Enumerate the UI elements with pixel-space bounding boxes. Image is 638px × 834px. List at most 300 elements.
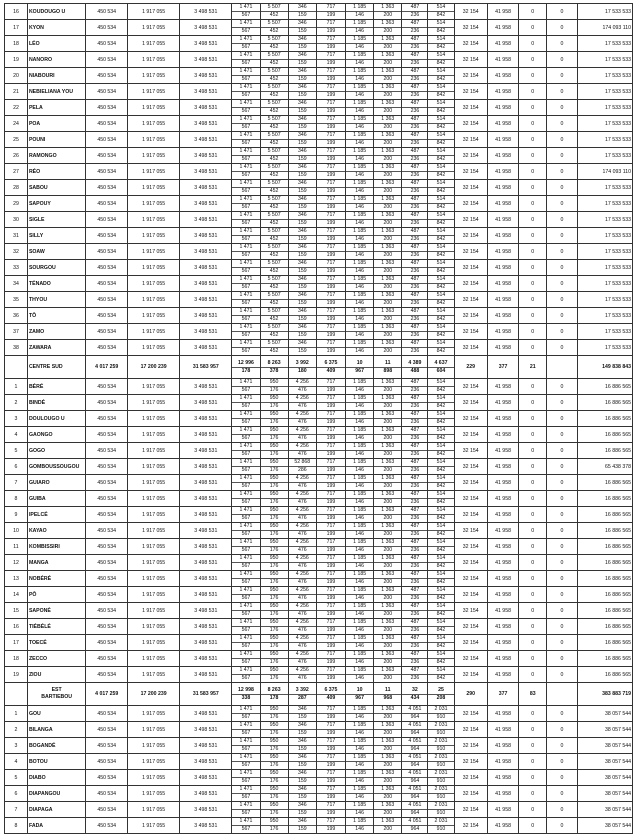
value-f-lower: 476 bbox=[297, 595, 307, 601]
subtotal-g-lower: 409 bbox=[326, 694, 336, 701]
value-e bbox=[260, 276, 288, 292]
value-h-lower: 146 bbox=[355, 284, 364, 290]
value-g-lower: 199 bbox=[326, 108, 336, 114]
value-m: 41 958 bbox=[487, 651, 518, 667]
value-n2: 0 bbox=[547, 491, 577, 507]
row-number: 21 bbox=[5, 84, 28, 100]
value-j-lower: 236 bbox=[410, 499, 420, 505]
value-j-lower: 236 bbox=[410, 124, 420, 130]
value-a: 450 534 bbox=[86, 491, 128, 507]
value-i-lower: 200 bbox=[383, 316, 393, 322]
value-c: 3 498 531 bbox=[180, 475, 232, 491]
value-k-lower: 842 bbox=[436, 92, 446, 98]
table-row bbox=[5, 411, 633, 427]
region-name-line2: BARTIEBOU bbox=[41, 694, 73, 700]
row-total: 17 533 533 bbox=[577, 84, 632, 100]
value-d-lower: 567 bbox=[241, 12, 251, 18]
value-g-upper: 717 bbox=[317, 132, 345, 140]
value-g-upper: 717 bbox=[317, 148, 345, 156]
value-e bbox=[260, 619, 288, 635]
locality-name: ZIOU bbox=[27, 667, 85, 683]
value-d bbox=[232, 292, 260, 308]
value-k bbox=[428, 818, 454, 834]
value-i bbox=[374, 148, 402, 164]
value-e-lower: 176 bbox=[269, 515, 279, 521]
value-f bbox=[288, 523, 316, 539]
value-d-lower: 567 bbox=[241, 188, 251, 194]
value-k bbox=[428, 443, 454, 459]
value-i-upper: 1 363 bbox=[374, 411, 401, 419]
value-k-lower: 842 bbox=[436, 300, 446, 306]
value-k-lower: 910 bbox=[436, 778, 446, 784]
value-f-lower: 476 bbox=[297, 611, 307, 617]
value-c: 3 498 531 bbox=[180, 555, 232, 571]
value-f-lower: 159 bbox=[297, 778, 307, 784]
row-total: 16 886 565 bbox=[577, 523, 632, 539]
value-h-upper: 1 185 bbox=[346, 507, 373, 515]
value-c: 3 498 531 bbox=[180, 308, 232, 324]
value-l: 32 154 bbox=[454, 324, 487, 340]
table-row bbox=[5, 651, 633, 667]
value-m: 41 958 bbox=[487, 770, 518, 786]
value-c: 3 498 531 bbox=[180, 340, 232, 356]
value-i-lower: 200 bbox=[383, 483, 393, 489]
value-n2: 0 bbox=[547, 68, 577, 84]
value-i-lower: 200 bbox=[383, 794, 393, 800]
value-n2: 0 bbox=[547, 571, 577, 587]
value-f bbox=[288, 116, 316, 132]
value-f-lower: 159 bbox=[297, 730, 307, 736]
value-m: 41 958 bbox=[487, 196, 518, 212]
value-f bbox=[288, 148, 316, 164]
locality-name: NIABOURI bbox=[27, 68, 85, 84]
value-c: 3 498 531 bbox=[180, 68, 232, 84]
value-a: 450 534 bbox=[86, 738, 128, 754]
value-c: 3 498 531 bbox=[180, 651, 232, 667]
value-f bbox=[288, 802, 316, 818]
value-g bbox=[316, 379, 345, 395]
value-j-upper: 4 051 bbox=[402, 802, 427, 810]
value-e bbox=[260, 491, 288, 507]
value-i bbox=[374, 603, 402, 619]
value-c: 3 498 531 bbox=[180, 4, 232, 20]
value-d-upper: 1 471 bbox=[232, 603, 259, 611]
value-i-lower: 200 bbox=[383, 204, 393, 210]
value-h-lower: 146 bbox=[355, 60, 364, 66]
value-g bbox=[316, 555, 345, 571]
value-i-lower: 200 bbox=[383, 810, 393, 816]
value-j bbox=[402, 411, 428, 427]
value-j-lower: 236 bbox=[410, 284, 420, 290]
value-f-upper: 4 256 bbox=[289, 523, 316, 531]
subtotal-k-upper: 25 bbox=[428, 687, 453, 695]
table-row bbox=[5, 738, 633, 754]
value-f-upper: 346 bbox=[289, 308, 316, 316]
value-j-lower: 236 bbox=[410, 595, 420, 601]
value-n1: 0 bbox=[519, 706, 547, 722]
value-g bbox=[316, 635, 345, 651]
value-l: 32 154 bbox=[454, 4, 487, 20]
value-f bbox=[288, 395, 316, 411]
value-l: 32 154 bbox=[454, 475, 487, 491]
value-h-upper: 1 185 bbox=[346, 180, 373, 188]
value-e-lower: 176 bbox=[269, 627, 279, 633]
value-b: 1 917 055 bbox=[128, 276, 180, 292]
value-k bbox=[428, 84, 454, 100]
table-row bbox=[5, 635, 633, 651]
value-f-lower: 286 bbox=[297, 467, 307, 473]
value-g-upper: 717 bbox=[317, 802, 345, 810]
value-g-upper: 717 bbox=[317, 571, 345, 579]
value-k-lower: 842 bbox=[436, 252, 446, 258]
value-k-lower: 842 bbox=[436, 403, 446, 409]
value-h bbox=[346, 802, 374, 818]
value-h bbox=[346, 571, 374, 587]
value-l: 32 154 bbox=[454, 722, 487, 738]
value-d-upper: 1 471 bbox=[232, 427, 259, 435]
value-d bbox=[232, 587, 260, 603]
value-k bbox=[428, 571, 454, 587]
value-k-upper: 514 bbox=[428, 324, 453, 332]
value-e bbox=[260, 603, 288, 619]
value-k bbox=[428, 276, 454, 292]
value-l: 32 154 bbox=[454, 802, 487, 818]
value-h-upper: 1 185 bbox=[346, 667, 373, 675]
locality-name: IPELCÉ bbox=[27, 507, 85, 523]
value-g-lower: 199 bbox=[326, 730, 336, 736]
row-total: 17 533 533 bbox=[577, 132, 632, 148]
value-e-lower: 176 bbox=[269, 730, 279, 736]
value-g bbox=[316, 116, 345, 132]
value-h-lower: 146 bbox=[355, 595, 364, 601]
value-e-lower: 452 bbox=[269, 44, 279, 50]
value-c: 3 498 531 bbox=[180, 619, 232, 635]
value-k-upper: 514 bbox=[428, 180, 453, 188]
subtotal-i-lower: 898 bbox=[383, 367, 393, 374]
value-h bbox=[346, 635, 374, 651]
value-j-upper: 487 bbox=[402, 603, 427, 611]
value-m: 41 958 bbox=[487, 4, 518, 20]
value-g-upper: 717 bbox=[317, 164, 345, 172]
value-k bbox=[428, 427, 454, 443]
value-d bbox=[232, 802, 260, 818]
value-e-lower: 452 bbox=[269, 92, 279, 98]
value-b: 1 917 055 bbox=[128, 395, 180, 411]
value-k-upper: 514 bbox=[428, 427, 453, 435]
subtotal-d-lower: 338 bbox=[241, 694, 251, 701]
row-number: 37 bbox=[5, 324, 28, 340]
value-k-lower: 842 bbox=[436, 188, 446, 194]
value-c: 3 498 531 bbox=[180, 324, 232, 340]
value-d bbox=[232, 459, 260, 475]
row-number: 24 bbox=[5, 116, 28, 132]
value-g bbox=[316, 443, 345, 459]
value-h bbox=[346, 651, 374, 667]
value-j-upper: 487 bbox=[402, 379, 427, 387]
value-g-lower: 199 bbox=[326, 124, 336, 130]
value-n1: 0 bbox=[519, 427, 547, 443]
value-k-upper: 2 031 bbox=[428, 802, 453, 810]
value-b: 1 917 055 bbox=[128, 4, 180, 20]
value-e-lower: 176 bbox=[269, 483, 279, 489]
value-a: 450 534 bbox=[86, 555, 128, 571]
value-j-lower: 236 bbox=[410, 579, 420, 585]
value-g-upper: 717 bbox=[317, 340, 345, 348]
value-f-lower: 159 bbox=[297, 12, 307, 18]
subtotal-g-upper: 6 375 bbox=[317, 687, 345, 695]
value-a: 450 534 bbox=[86, 427, 128, 443]
value-l: 32 154 bbox=[454, 36, 487, 52]
subtotal-g-upper: 6 375 bbox=[317, 360, 345, 368]
row-total: 16 886 565 bbox=[577, 635, 632, 651]
value-h bbox=[346, 619, 374, 635]
locality-name: BÉRÉ bbox=[27, 379, 85, 395]
value-f-upper: 346 bbox=[289, 196, 316, 204]
value-e bbox=[260, 786, 288, 802]
subtotal-f-lower: 180 bbox=[297, 367, 307, 374]
value-i bbox=[374, 539, 402, 555]
value-f-lower: 159 bbox=[297, 204, 307, 210]
value-e-upper: 950 bbox=[261, 507, 288, 515]
region-subtotal-row bbox=[5, 356, 633, 379]
value-c: 3 498 531 bbox=[180, 706, 232, 722]
value-b: 1 917 055 bbox=[128, 340, 180, 356]
row-total: 17 533 533 bbox=[577, 308, 632, 324]
value-h-lower: 146 bbox=[355, 44, 364, 50]
value-g-upper: 717 bbox=[317, 507, 345, 515]
value-i bbox=[374, 68, 402, 84]
value-e-lower: 176 bbox=[269, 467, 279, 473]
row-number: 1 bbox=[5, 706, 28, 722]
value-h-lower: 146 bbox=[355, 675, 364, 681]
value-k bbox=[428, 308, 454, 324]
value-g-upper: 717 bbox=[317, 523, 345, 531]
value-h bbox=[346, 706, 374, 722]
value-i bbox=[374, 260, 402, 276]
value-e-lower: 452 bbox=[269, 252, 279, 258]
value-f-lower: 159 bbox=[297, 60, 307, 66]
value-j-lower: 236 bbox=[410, 316, 420, 322]
value-k-upper: 2 031 bbox=[428, 722, 453, 730]
row-number: 11 bbox=[5, 539, 28, 555]
value-h bbox=[346, 164, 374, 180]
locality-name: SOURGOU bbox=[27, 260, 85, 276]
subtotal-n: 21 bbox=[519, 356, 547, 379]
value-k-upper: 2 031 bbox=[428, 786, 453, 794]
table-row bbox=[5, 475, 633, 491]
value-f bbox=[288, 292, 316, 308]
value-h bbox=[346, 260, 374, 276]
value-h-upper: 1 185 bbox=[346, 443, 373, 451]
value-i-upper: 1 363 bbox=[374, 706, 401, 714]
value-m: 41 958 bbox=[487, 164, 518, 180]
value-l: 32 154 bbox=[454, 379, 487, 395]
value-g bbox=[316, 427, 345, 443]
value-f-lower: 159 bbox=[297, 156, 307, 162]
value-e bbox=[260, 20, 288, 36]
value-j bbox=[402, 587, 428, 603]
value-g-lower: 199 bbox=[326, 316, 336, 322]
value-g-lower: 199 bbox=[326, 762, 336, 768]
value-j bbox=[402, 738, 428, 754]
value-e-lower: 176 bbox=[269, 419, 279, 425]
value-b: 1 917 055 bbox=[128, 555, 180, 571]
value-g bbox=[316, 212, 345, 228]
row-number: 4 bbox=[5, 427, 28, 443]
value-e-lower: 176 bbox=[269, 794, 279, 800]
value-n2: 0 bbox=[547, 802, 577, 818]
value-k bbox=[428, 36, 454, 52]
value-n1: 0 bbox=[519, 84, 547, 100]
value-n2: 0 bbox=[547, 164, 577, 180]
table-row bbox=[5, 84, 633, 100]
value-g-upper: 717 bbox=[317, 459, 345, 467]
value-n1: 0 bbox=[519, 411, 547, 427]
value-k-lower: 910 bbox=[436, 810, 446, 816]
value-g-lower: 199 bbox=[326, 451, 336, 457]
value-n1: 0 bbox=[519, 459, 547, 475]
value-k bbox=[428, 260, 454, 276]
value-k bbox=[428, 4, 454, 20]
value-h-lower: 146 bbox=[355, 348, 364, 354]
row-number bbox=[5, 356, 28, 379]
value-j bbox=[402, 340, 428, 356]
value-h-upper: 1 185 bbox=[346, 539, 373, 547]
row-total: 17 533 533 bbox=[577, 148, 632, 164]
value-e-lower: 452 bbox=[269, 76, 279, 82]
value-g-lower: 199 bbox=[326, 714, 336, 720]
row-number: 38 bbox=[5, 340, 28, 356]
value-h-lower: 146 bbox=[355, 188, 364, 194]
subtotal-b: 17 200 239 bbox=[128, 683, 180, 706]
value-g-lower: 199 bbox=[326, 236, 336, 242]
value-d bbox=[232, 308, 260, 324]
value-b: 1 917 055 bbox=[128, 36, 180, 52]
value-i bbox=[374, 770, 402, 786]
value-d bbox=[232, 443, 260, 459]
value-e bbox=[260, 587, 288, 603]
value-f-lower: 159 bbox=[297, 76, 307, 82]
value-b: 1 917 055 bbox=[128, 587, 180, 603]
value-e-upper: 950 bbox=[261, 587, 288, 595]
value-f bbox=[288, 308, 316, 324]
value-j-lower: 236 bbox=[410, 531, 420, 537]
value-g-lower: 199 bbox=[326, 252, 336, 258]
value-a: 450 534 bbox=[86, 228, 128, 244]
value-l: 32 154 bbox=[454, 180, 487, 196]
value-m: 41 958 bbox=[487, 411, 518, 427]
value-d-lower: 567 bbox=[241, 268, 251, 274]
value-l: 32 154 bbox=[454, 667, 487, 683]
value-f-upper: 346 bbox=[289, 340, 316, 348]
value-k bbox=[428, 180, 454, 196]
value-h bbox=[346, 68, 374, 84]
value-f-lower: 159 bbox=[297, 236, 307, 242]
value-k-lower: 842 bbox=[436, 419, 446, 425]
value-g bbox=[316, 36, 345, 52]
subtotal-l: 290 bbox=[454, 683, 487, 706]
value-a: 450 534 bbox=[86, 619, 128, 635]
value-e-upper: 5 507 bbox=[261, 20, 288, 28]
value-f-lower: 159 bbox=[297, 826, 307, 832]
value-a: 450 534 bbox=[86, 36, 128, 52]
value-i-upper: 1 363 bbox=[374, 132, 401, 140]
value-j-lower: 236 bbox=[410, 332, 420, 338]
value-i bbox=[374, 555, 402, 571]
value-h-upper: 1 185 bbox=[346, 587, 373, 595]
value-l: 32 154 bbox=[454, 571, 487, 587]
locality-name: PELA bbox=[27, 100, 85, 116]
value-j-upper: 487 bbox=[402, 571, 427, 579]
value-n2: 0 bbox=[547, 427, 577, 443]
value-g-upper: 717 bbox=[317, 786, 345, 794]
value-g bbox=[316, 722, 345, 738]
row-total: 17 533 533 bbox=[577, 276, 632, 292]
row-number: 35 bbox=[5, 292, 28, 308]
value-k-upper: 514 bbox=[428, 292, 453, 300]
value-n1: 0 bbox=[519, 276, 547, 292]
value-b: 1 917 055 bbox=[128, 706, 180, 722]
value-f-upper: 4 256 bbox=[289, 427, 316, 435]
value-d-lower: 567 bbox=[241, 403, 251, 409]
value-e-upper: 5 507 bbox=[261, 36, 288, 44]
value-g-lower: 199 bbox=[326, 12, 336, 18]
row-number: 18 bbox=[5, 651, 28, 667]
value-n2: 0 bbox=[547, 52, 577, 68]
value-g bbox=[316, 324, 345, 340]
value-e-lower: 176 bbox=[269, 547, 279, 553]
value-g-upper: 717 bbox=[317, 555, 345, 563]
locality-name: KAYAO bbox=[27, 523, 85, 539]
value-g-upper: 717 bbox=[317, 427, 345, 435]
value-m: 41 958 bbox=[487, 308, 518, 324]
row-total: 17 533 533 bbox=[577, 228, 632, 244]
value-f bbox=[288, 443, 316, 459]
value-k bbox=[428, 132, 454, 148]
value-a: 450 534 bbox=[86, 68, 128, 84]
subtotal-e bbox=[260, 356, 288, 379]
value-f-lower: 159 bbox=[297, 268, 307, 274]
value-n2: 0 bbox=[547, 539, 577, 555]
value-f-upper: 346 bbox=[289, 36, 316, 44]
value-b: 1 917 055 bbox=[128, 52, 180, 68]
value-g bbox=[316, 523, 345, 539]
table-row bbox=[5, 52, 633, 68]
value-i-lower: 200 bbox=[383, 156, 393, 162]
table-row bbox=[5, 244, 633, 260]
value-e-upper: 950 bbox=[261, 555, 288, 563]
value-f bbox=[288, 244, 316, 260]
subtotal-i-upper: 11 bbox=[374, 687, 401, 695]
subtotal-f-lower: 287 bbox=[297, 694, 307, 701]
value-k bbox=[428, 411, 454, 427]
value-h-upper: 1 185 bbox=[346, 427, 373, 435]
value-k-upper: 514 bbox=[428, 459, 453, 467]
value-b: 1 917 055 bbox=[128, 770, 180, 786]
value-k-upper: 514 bbox=[428, 411, 453, 419]
value-i-lower: 200 bbox=[383, 531, 393, 537]
subtotal-h-lower: 967 bbox=[355, 367, 364, 374]
value-k-lower: 842 bbox=[436, 140, 446, 146]
value-d-upper: 1 471 bbox=[232, 619, 259, 627]
value-f bbox=[288, 411, 316, 427]
value-h-lower: 146 bbox=[355, 483, 364, 489]
value-i bbox=[374, 100, 402, 116]
value-n2: 0 bbox=[547, 276, 577, 292]
value-b: 1 917 055 bbox=[128, 212, 180, 228]
value-h-upper: 1 185 bbox=[346, 292, 373, 300]
value-d-upper: 1 471 bbox=[232, 395, 259, 403]
